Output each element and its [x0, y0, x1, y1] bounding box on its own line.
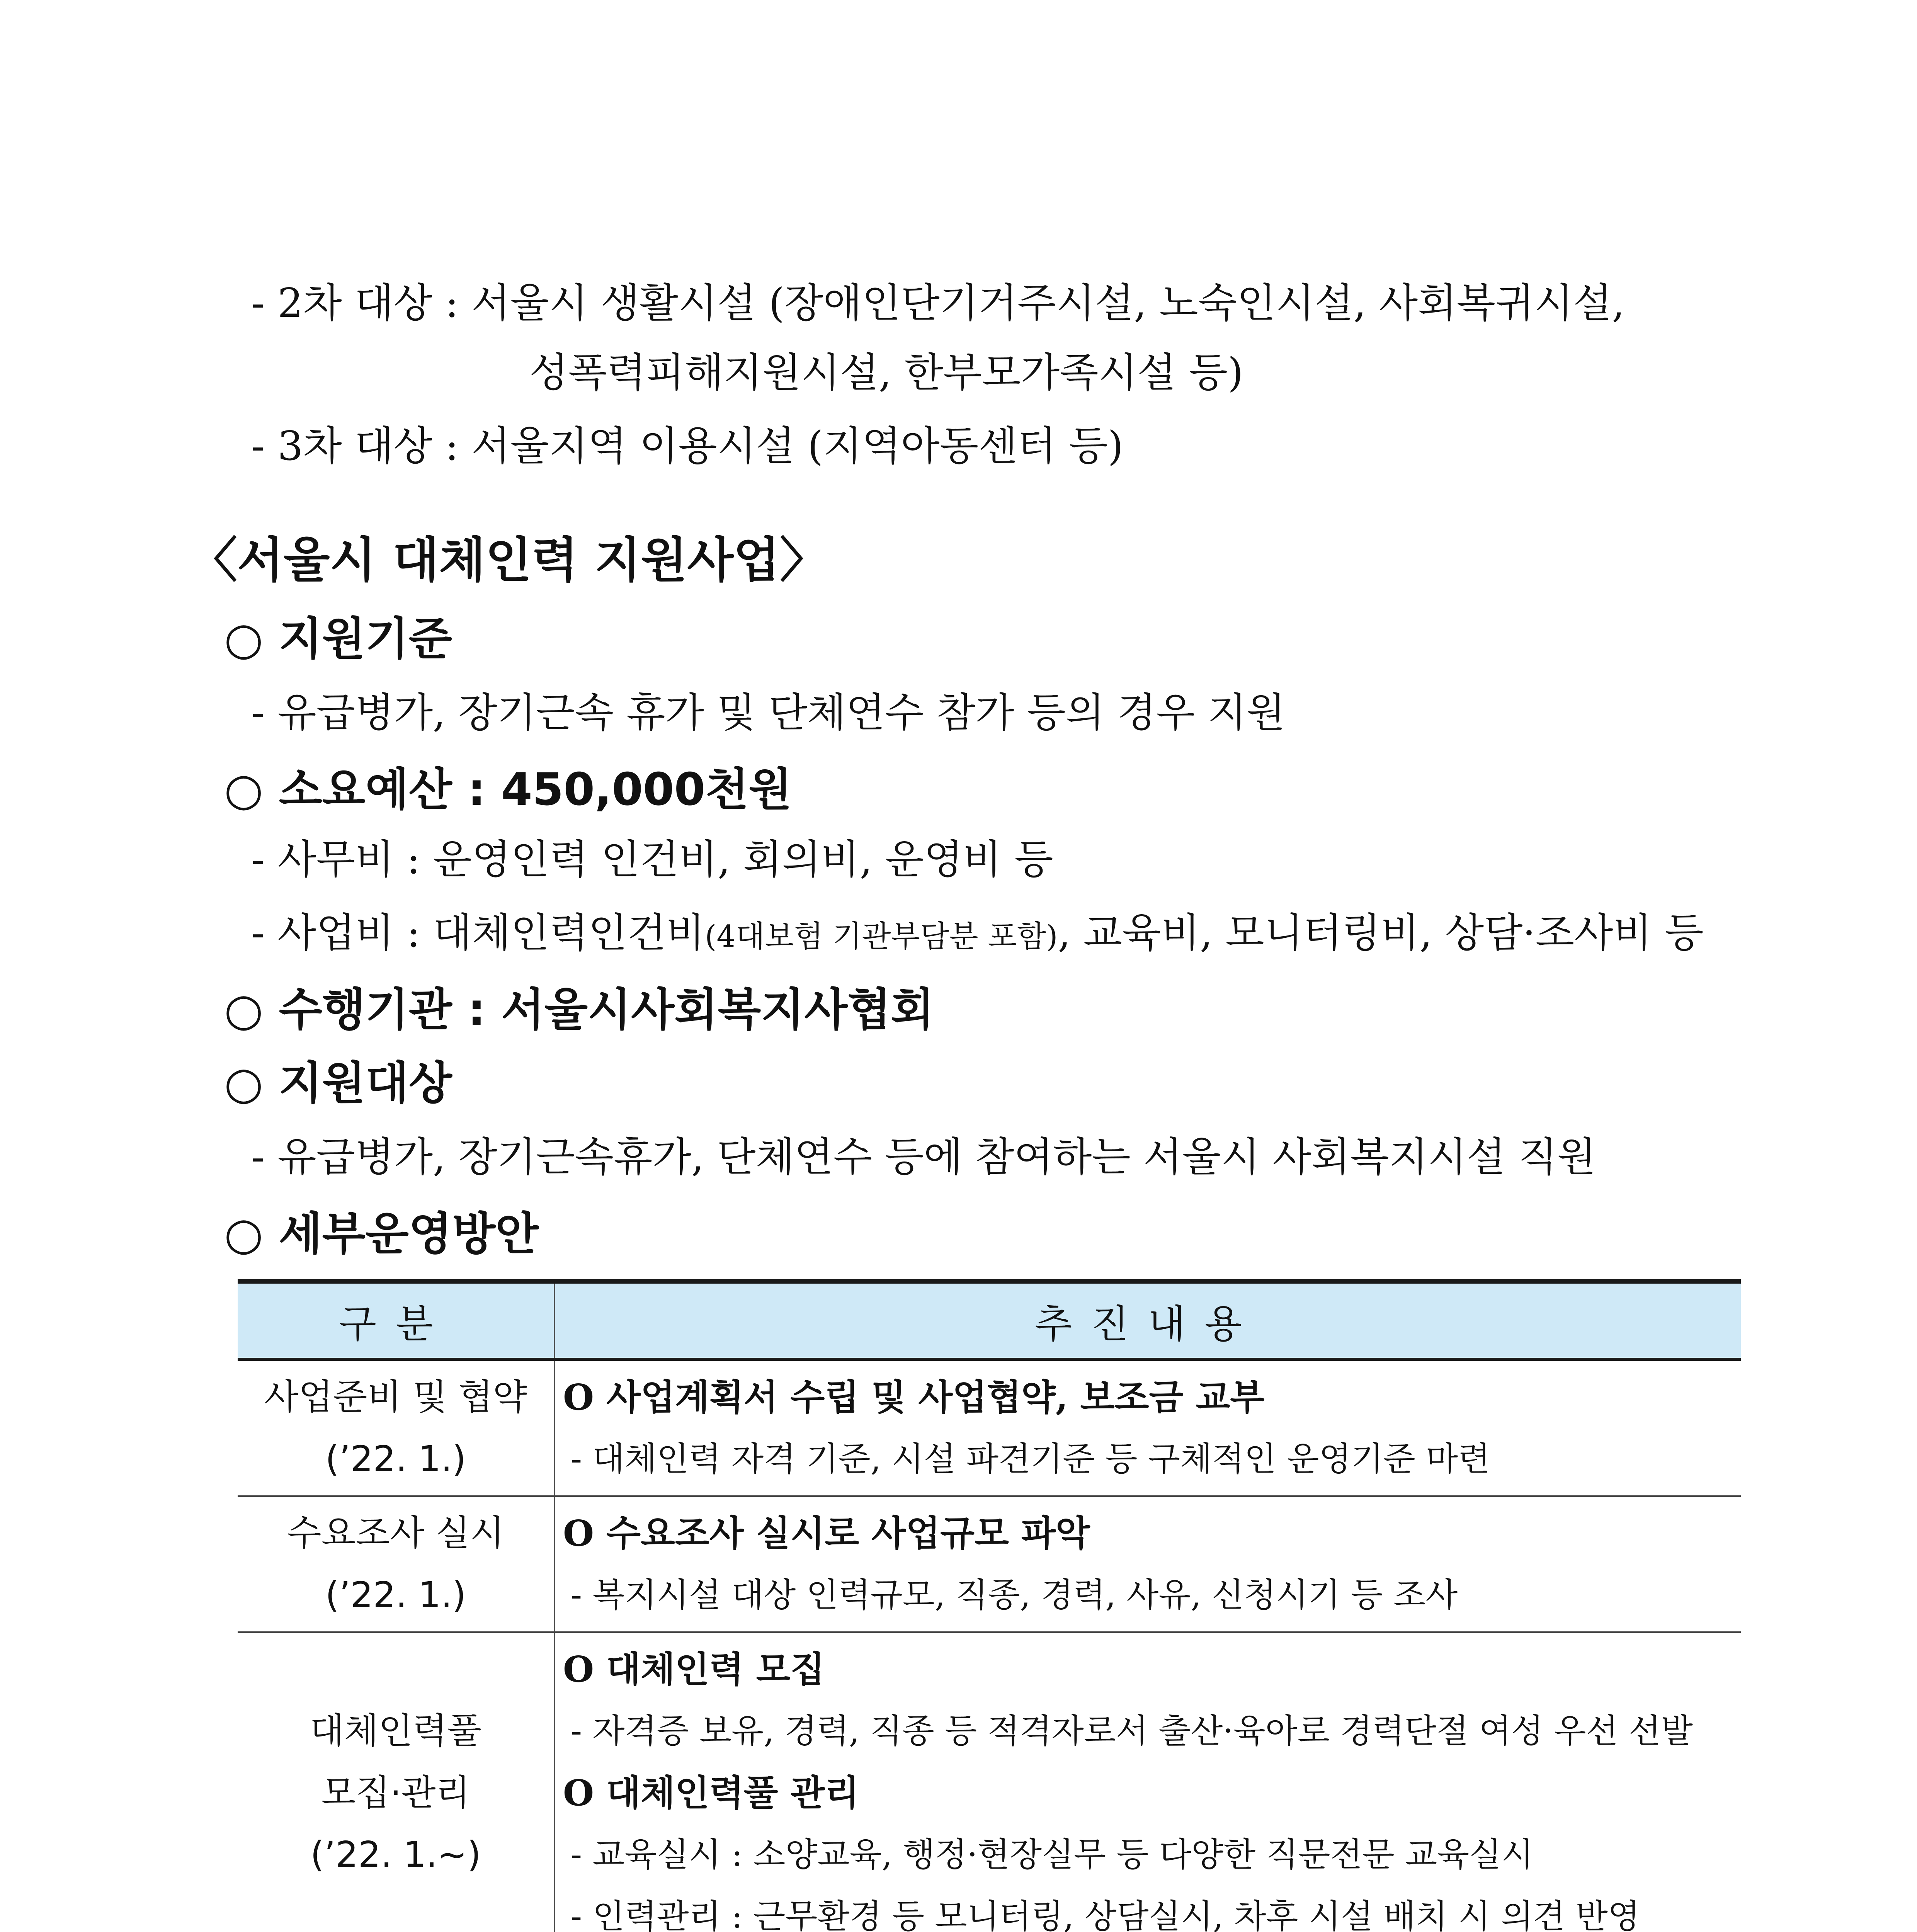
- row-content: [555, 1632, 1741, 1932]
- category-label: 사업준비 및 협약: [264, 1376, 527, 1418]
- content-heading: O 대체인력 모집: [563, 1648, 825, 1690]
- content-detail: - 자격증 보유, 경력, 직종 등 적격자로서 출산·육아로 경력단절 여성 우선 선발: [571, 1712, 1693, 1750]
- target-detail: - 유급병가, 장기근속휴가, 단체연수 등에 참여하는 서울시 사회복지시설 직원: [251, 1133, 1596, 1180]
- row-category: [238, 1496, 555, 1632]
- budget-project-paren: (4대보험 기관부담분 포함): [705, 919, 1058, 954]
- operation-plan-table: [238, 1279, 1741, 1932]
- criteria-heading: ○ 지원기준: [224, 613, 452, 665]
- plan-heading: ○ 세부운영방안: [224, 1208, 539, 1260]
- row-content: [555, 1359, 1741, 1496]
- content-detail: - 인력관리 : 근무환경 등 모니터링, 상담실시, 차후 시설 배치 시 의견 반영: [571, 1897, 1640, 1932]
- budget-project-line: [251, 900, 1704, 958]
- section-title: 〈서울시 대체인력 지원사업〉: [189, 532, 828, 588]
- target-heading: ○ 지원대상: [224, 1057, 452, 1109]
- table-header-content: 추진내용: [555, 1284, 1741, 1359]
- category-label: 대체인력풀: [310, 1710, 482, 1752]
- table-row: [238, 1496, 1741, 1632]
- content-heading: O 수요조사 실시로 사업규모 파악: [563, 1512, 1090, 1554]
- budget-project-text-a: - 사업비 : 대체인력인건비: [251, 909, 705, 956]
- category-date: (’22. 1.): [325, 1574, 466, 1616]
- list-line-2nd-target-cont: 성폭력피해지원시설, 한부모가족시설 등): [529, 349, 1243, 396]
- agency-heading: ○ 수행기관 : 서울시사회복지사협회: [224, 984, 934, 1036]
- category-date: (’22. 1.~): [310, 1834, 481, 1875]
- budget-heading: ○ 소요예산 : 450,000천원: [224, 764, 792, 816]
- criteria-detail: - 유급병가, 장기근속 휴가 및 단체연수 참가 등의 경우 지원: [251, 689, 1286, 736]
- category-label: 수요조사 실시: [287, 1512, 505, 1554]
- budget-project-text-b: , 교육비, 모니터링비, 상담·조사비 등: [1058, 909, 1704, 956]
- budget-office-line: - 사무비 : 운영인력 인건비, 회의비, 운영비 등: [251, 836, 1053, 883]
- table-row: [238, 1359, 1741, 1496]
- content-heading: O 사업계획서 수립 및 사업협약, 보조금 교부: [563, 1376, 1265, 1418]
- row-category: [238, 1632, 555, 1932]
- row-content: [555, 1496, 1741, 1632]
- content-detail: - 대체인력 자격 기준, 시설 파견기준 등 구체적인 운영기준 마련: [571, 1440, 1490, 1478]
- row-category: [238, 1359, 555, 1496]
- content-heading: O 대체인력풀 관리: [563, 1772, 859, 1814]
- table-row: [238, 1632, 1741, 1932]
- list-line-3rd-target: - 3차 대상 : 서울지역 이용시설 (지역아동센터 등): [251, 422, 1124, 469]
- content-detail: - 복지시설 대상 인력규모, 직종, 경력, 사유, 신청시기 등 조사: [571, 1576, 1458, 1614]
- category-date: (’22. 1.): [325, 1438, 466, 1480]
- content-detail: - 교육실시 : 소양교육, 행정·현장실무 등 다양한 직문전문 교육실시: [571, 1835, 1534, 1874]
- table-header-category: 구분: [238, 1284, 555, 1359]
- category-label-2: 모집·관리: [321, 1772, 470, 1813]
- list-line-2nd-target: - 2차 대상 : 서울시 생활시설 (장애인단기거주시설, 노숙인시설, 사회복귀시설,: [251, 279, 1625, 327]
